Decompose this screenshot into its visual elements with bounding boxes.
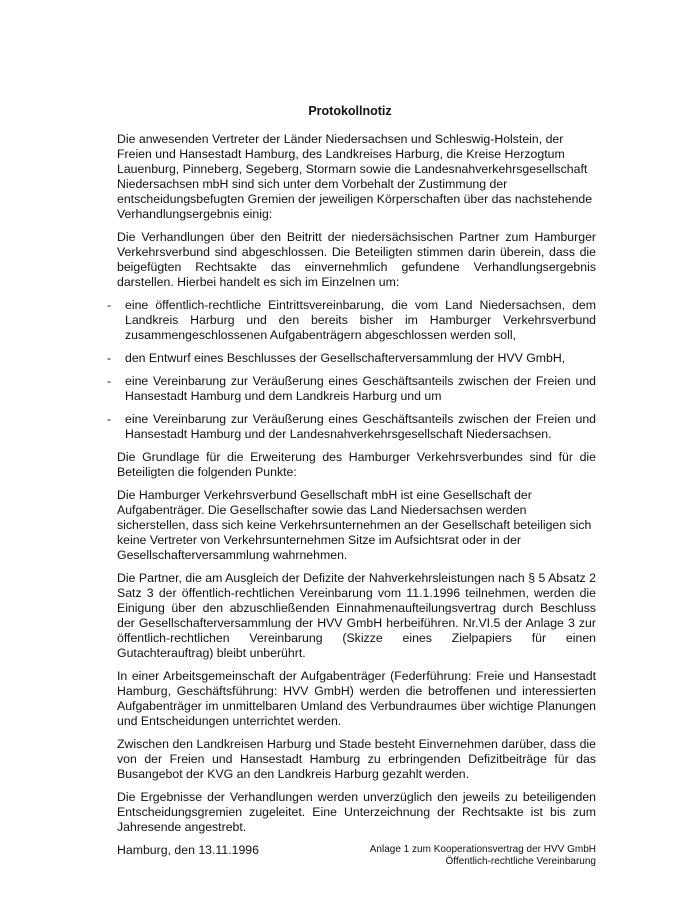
deficit-paragraph: Die Partner, die am Ausgleich der Defizite der Nahverkehrsleistungen nach § 5 Absatz 2 Satz 3 der öffentlich-rechtlichen Vereinbarung vom 11.1.1996 teilnehmen, werden die Einigung über den abzuschließenden Einnahmenaufteilungsvertrag durch Beschluss der Gesellschafterversammlung der HVV GmbH herbeiführen. Nr.VI.5 der Anlage 3 zur öffentlich-rechtlichen Vereinbarung (Skizze eines Zielpapiers für einen Gutachterauftrag) bleibt unberührt. <box>117 571 596 660</box>
districts-paragraph: Zwischen den Landkreisen Harburg und Stade besteht Einvernehmen darüber, dass die von der Freien und Hansestadt Hamburg zu erbringenden Defizitbeiträge für das Busangebot der KVG an den Landkreis Harburg gezahlt werden. <box>117 737 596 781</box>
document-title: Protokollnotiz <box>308 104 392 118</box>
list-dash: - <box>107 412 112 426</box>
page-footer <box>370 844 596 868</box>
place-date: Hamburg, den 13.11.1996 <box>117 843 259 857</box>
basis-paragraph: Die Grundlage für die Erweiterung des Hamburger Verkehrsverbundes sind für die Beteiligten die folgenden Punkte: <box>117 450 596 479</box>
list-dash: - <box>107 298 112 312</box>
negotiation-paragraph: Die Verhandlungen über den Beitritt der niedersächsischen Partner zum Hamburger Verkehrsverbund sind abgeschlossen. Die Beteiligten stimmen darin überein, dass die beigefügten Rechtsakte das einvernehmlich gefundene Verhandlungsergebnis darstellen. Hierbei handelt es sich im Einzelnen um: <box>117 230 596 289</box>
company-paragraph: Die Hamburger Verkehrsverbund Gesellschaft mbH ist eine Gesellschaft der Aufgabenträger. Die Gesellschafter sowie das Land Niedersachsen werden sicherstellen, dass sich keine Verkehrsunternehmen an der Gesellschaft beteiligen sich keine Vertreter von Verkehrsunternehmen Sitze im Aufsichtsrat oder in der Gesellschafterversammlung wahrnehmen. <box>117 488 592 562</box>
results-paragraph: Die Ergebnisse der Verhandlungen werden unverzüglich den jeweils zu beteiligenden Entscheidungsgremien zugeleitet. Eine Unterzeichnung der Rechtsakte ist bis zum Jahresende angestrebt. <box>117 790 596 834</box>
intro-paragraph: Die anwesenden Vertreter der Länder Niedersachsen und Schleswig-Holstein, der Freien und Hansestadt Hamburg, des Landkreises Harburg, die Kreise Herzogtum Lauenburg, Pinneberg, Segeberg, Stormarn sowie die Landesnahverkehrsgesellschaft Niedersachsen mbH sind sich unter dem Vorbehalt der Zustimmung der entscheidungsbefugten Gremien der jeweiligen Körperschaften über das nachstehende Verhandlungsergebnis einig: <box>117 132 593 221</box>
footer-line-1: Anlage 1 zum Kooperationsvertrag der HVV GmbH <box>369 844 596 855</box>
list-dash: - <box>107 351 112 365</box>
working-group-paragraph: In einer Arbeitsgemeinschaft der Aufgabenträger (Federführung: Freie und Hansestadt Hamburg, Geschäftsführung: HVV GmbH) werden die betroffenen und interessierten Aufgabenträger im unmittelbaren Umland des Verbundraumes über wichtige Planungen und Entscheidungen unterrichtet werden. <box>117 669 596 728</box>
list-dash: - <box>107 374 112 388</box>
list-item: - eine Vereinbarung zur Veräußerung eines Geschäftsanteils zwischen der Freien und Hansestadt Hamburg und dem Landkreis Harburg und um <box>107 374 596 403</box>
footer-line-2: Öffentlich-rechtliche Vereinbarung <box>445 856 596 867</box>
list-item: - den Entwurf eines Beschlusses der Gesellschafterversammlung der HVV GmbH, <box>107 351 566 365</box>
legal-acts-list <box>107 298 596 442</box>
list-item: - eine Vereinbarung zur Veräußerung eines Geschäftsanteils zwischen der Freien und Hansestadt Hamburg und der Landesnahverkehrsgesellschaft Niedersachsen. <box>107 412 596 441</box>
list-item: - eine öffentlich-rechtliche Eintrittsvereinbarung, die vom Land Niedersachsen, dem Landkreis Harburg und den bereits bisher im Hamburger Verkehrsverbund zusammengeschlossenen Aufgabenträgern abgeschlossen werden soll, <box>107 298 596 342</box>
document-body <box>107 132 596 866</box>
